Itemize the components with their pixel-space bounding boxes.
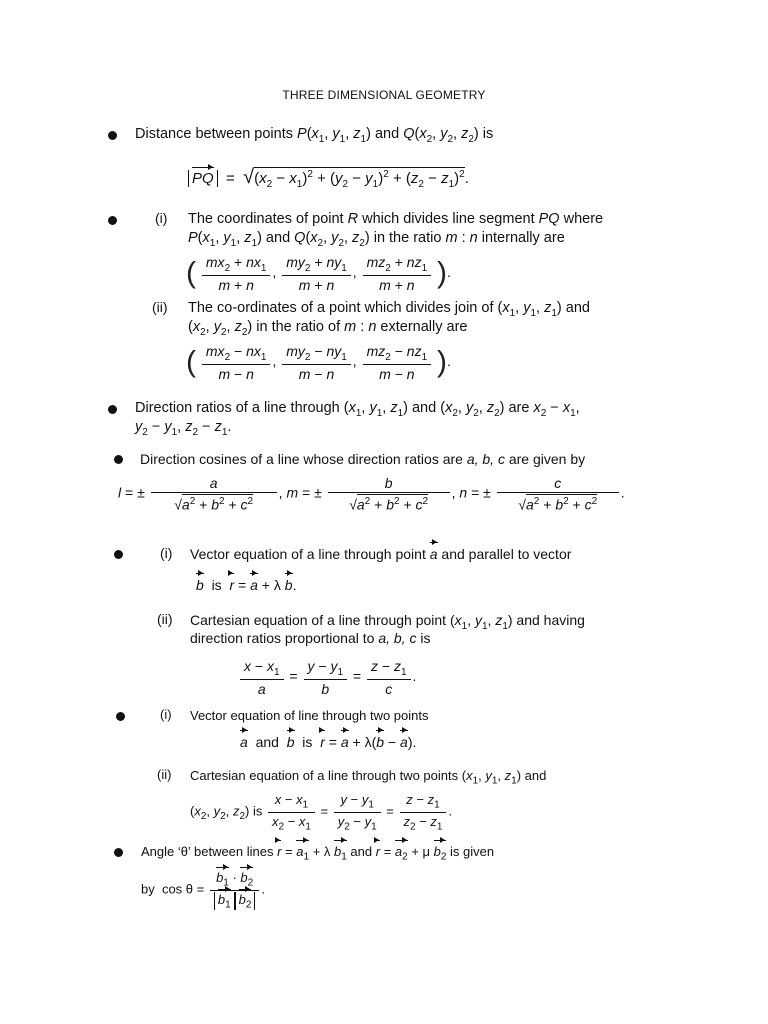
distance-formula: PQ = $√(x_2 - x_1)^2 + (y_2 - y_1)^2 + (z_2 - z_1)^2$. (188, 166, 469, 190)
vector-line-2: b is r = a + λ b. (196, 577, 297, 593)
direction-ratios-line1: Direction ratios of a line through ($x_1$, $y_1$, $z_1$) and ($x_2$, $y_2$, $z_2$) are $x_2 - x_1$, (135, 400, 580, 419)
roman-i-label: (i) (160, 545, 173, 561)
direction-ratios-line2: $y_2 - y_1$, $z_2 - z_1$. (135, 419, 232, 438)
section-internal-line2: $P(x_1$, $y_1$, $z_1$) and $Q(x_2$, $y_2$, $z_2$) in the ratio m : n internally are (188, 230, 565, 249)
bullet (108, 131, 117, 140)
cartesian-line-1: Cartesian equation of a line through point ($x_1$, $y_1$, $z_1$) and having (190, 612, 585, 632)
vector-line-1: Vector equation of a line through point a and parallel to vector (190, 546, 572, 562)
roman-i-label: (i) (155, 210, 168, 226)
roman-i-label: (i) (160, 707, 172, 722)
bullet (108, 216, 117, 225)
cartesian-two-points-formula: ($x_2$, $y_2$, $z_2$) is $\frac{x - x_1}{x_2 - x_1}$ = $\frac{y - y_1}{y_2 - y_1}$ = $\frac{z - z_1}{z_2 - z_1}$ . (190, 792, 453, 833)
vector-two-points-2: a and b is r = a + λ(b − a). (240, 734, 417, 750)
direction-cosines-text: Direction cosines of a line whose direction ratios are a, b, c are given by (140, 451, 586, 467)
bullet (114, 550, 123, 559)
section-internal-line1: The coordinates of point R which divides line segment PQ where (188, 211, 604, 227)
direction-cosines-formula: l = ± $\frac{a}{√a^2 + b^2 + c^2}$ , m = ± $\frac{b}{√a^2 + b^2 + c^2}$ , n = ± $\frac{c}{√a^2 + b^2 + c^2}$ . (118, 475, 625, 513)
roman-ii-label: (ii) (152, 299, 168, 315)
section-external-line1: The co-ordinates of a point which divides join of ($x_1$, $y_1$, $z_1$) and (188, 300, 590, 319)
cartesian-line-2: direction ratios proportional to a, b, c is (190, 630, 431, 646)
page-title: THREE DIMENSIONAL GEOMETRY (282, 88, 486, 102)
bullet (114, 848, 123, 857)
bullet (114, 455, 123, 464)
roman-ii-label: (ii) (157, 767, 172, 782)
section-external-formula: ( $\frac{mx_2 - nx_1}{m - n}$ , $\frac{my_2 - ny_1}{m - n}$ , $\frac{mz_2 - nz_1}{m - n}$ ). (186, 343, 451, 382)
distance-text: Distance between points $P(x_1$, $y_1$, $z_1$) and $Q(x_2$, $y_2$, $z_2$) is (135, 126, 494, 145)
vector-two-points-1: Vector equation of line through two points (190, 708, 429, 723)
bullet (108, 405, 117, 414)
section-external-line2: ($x_2$, $y_2$, $z_2$) in the ratio of m : n externally are (188, 319, 468, 338)
angle-line-1: Angle ‘θ’ between lines $r = a_1 + \lambda$ $b_1$ and $r = a_2 + \mu$ $b_2$ is given (141, 843, 494, 867)
roman-ii-label: (ii) (157, 611, 173, 627)
cartesian-line-formula: $\frac{x - x_1}{a}$ = $\frac{y - y_1}{b}$ = $\frac{z - z_1}{c}$ . (238, 658, 416, 697)
angle-formula: by cos θ = $\frac{b_1 \cdot b_2}{b_1 b_2}$ . (141, 870, 266, 911)
section-internal-formula: ( $\frac{mx_2 + nx_1}{m + n}$ , $\frac{my_2 + ny_1}{m + n}$ , $\frac{mz_2 + nz_1}{m + n}$ ). (186, 254, 451, 293)
bullet (116, 712, 125, 721)
cartesian-two-points-1: Cartesian equation of a line through two points ($x_1$, $y_1$, $z_1$) and (190, 768, 547, 787)
